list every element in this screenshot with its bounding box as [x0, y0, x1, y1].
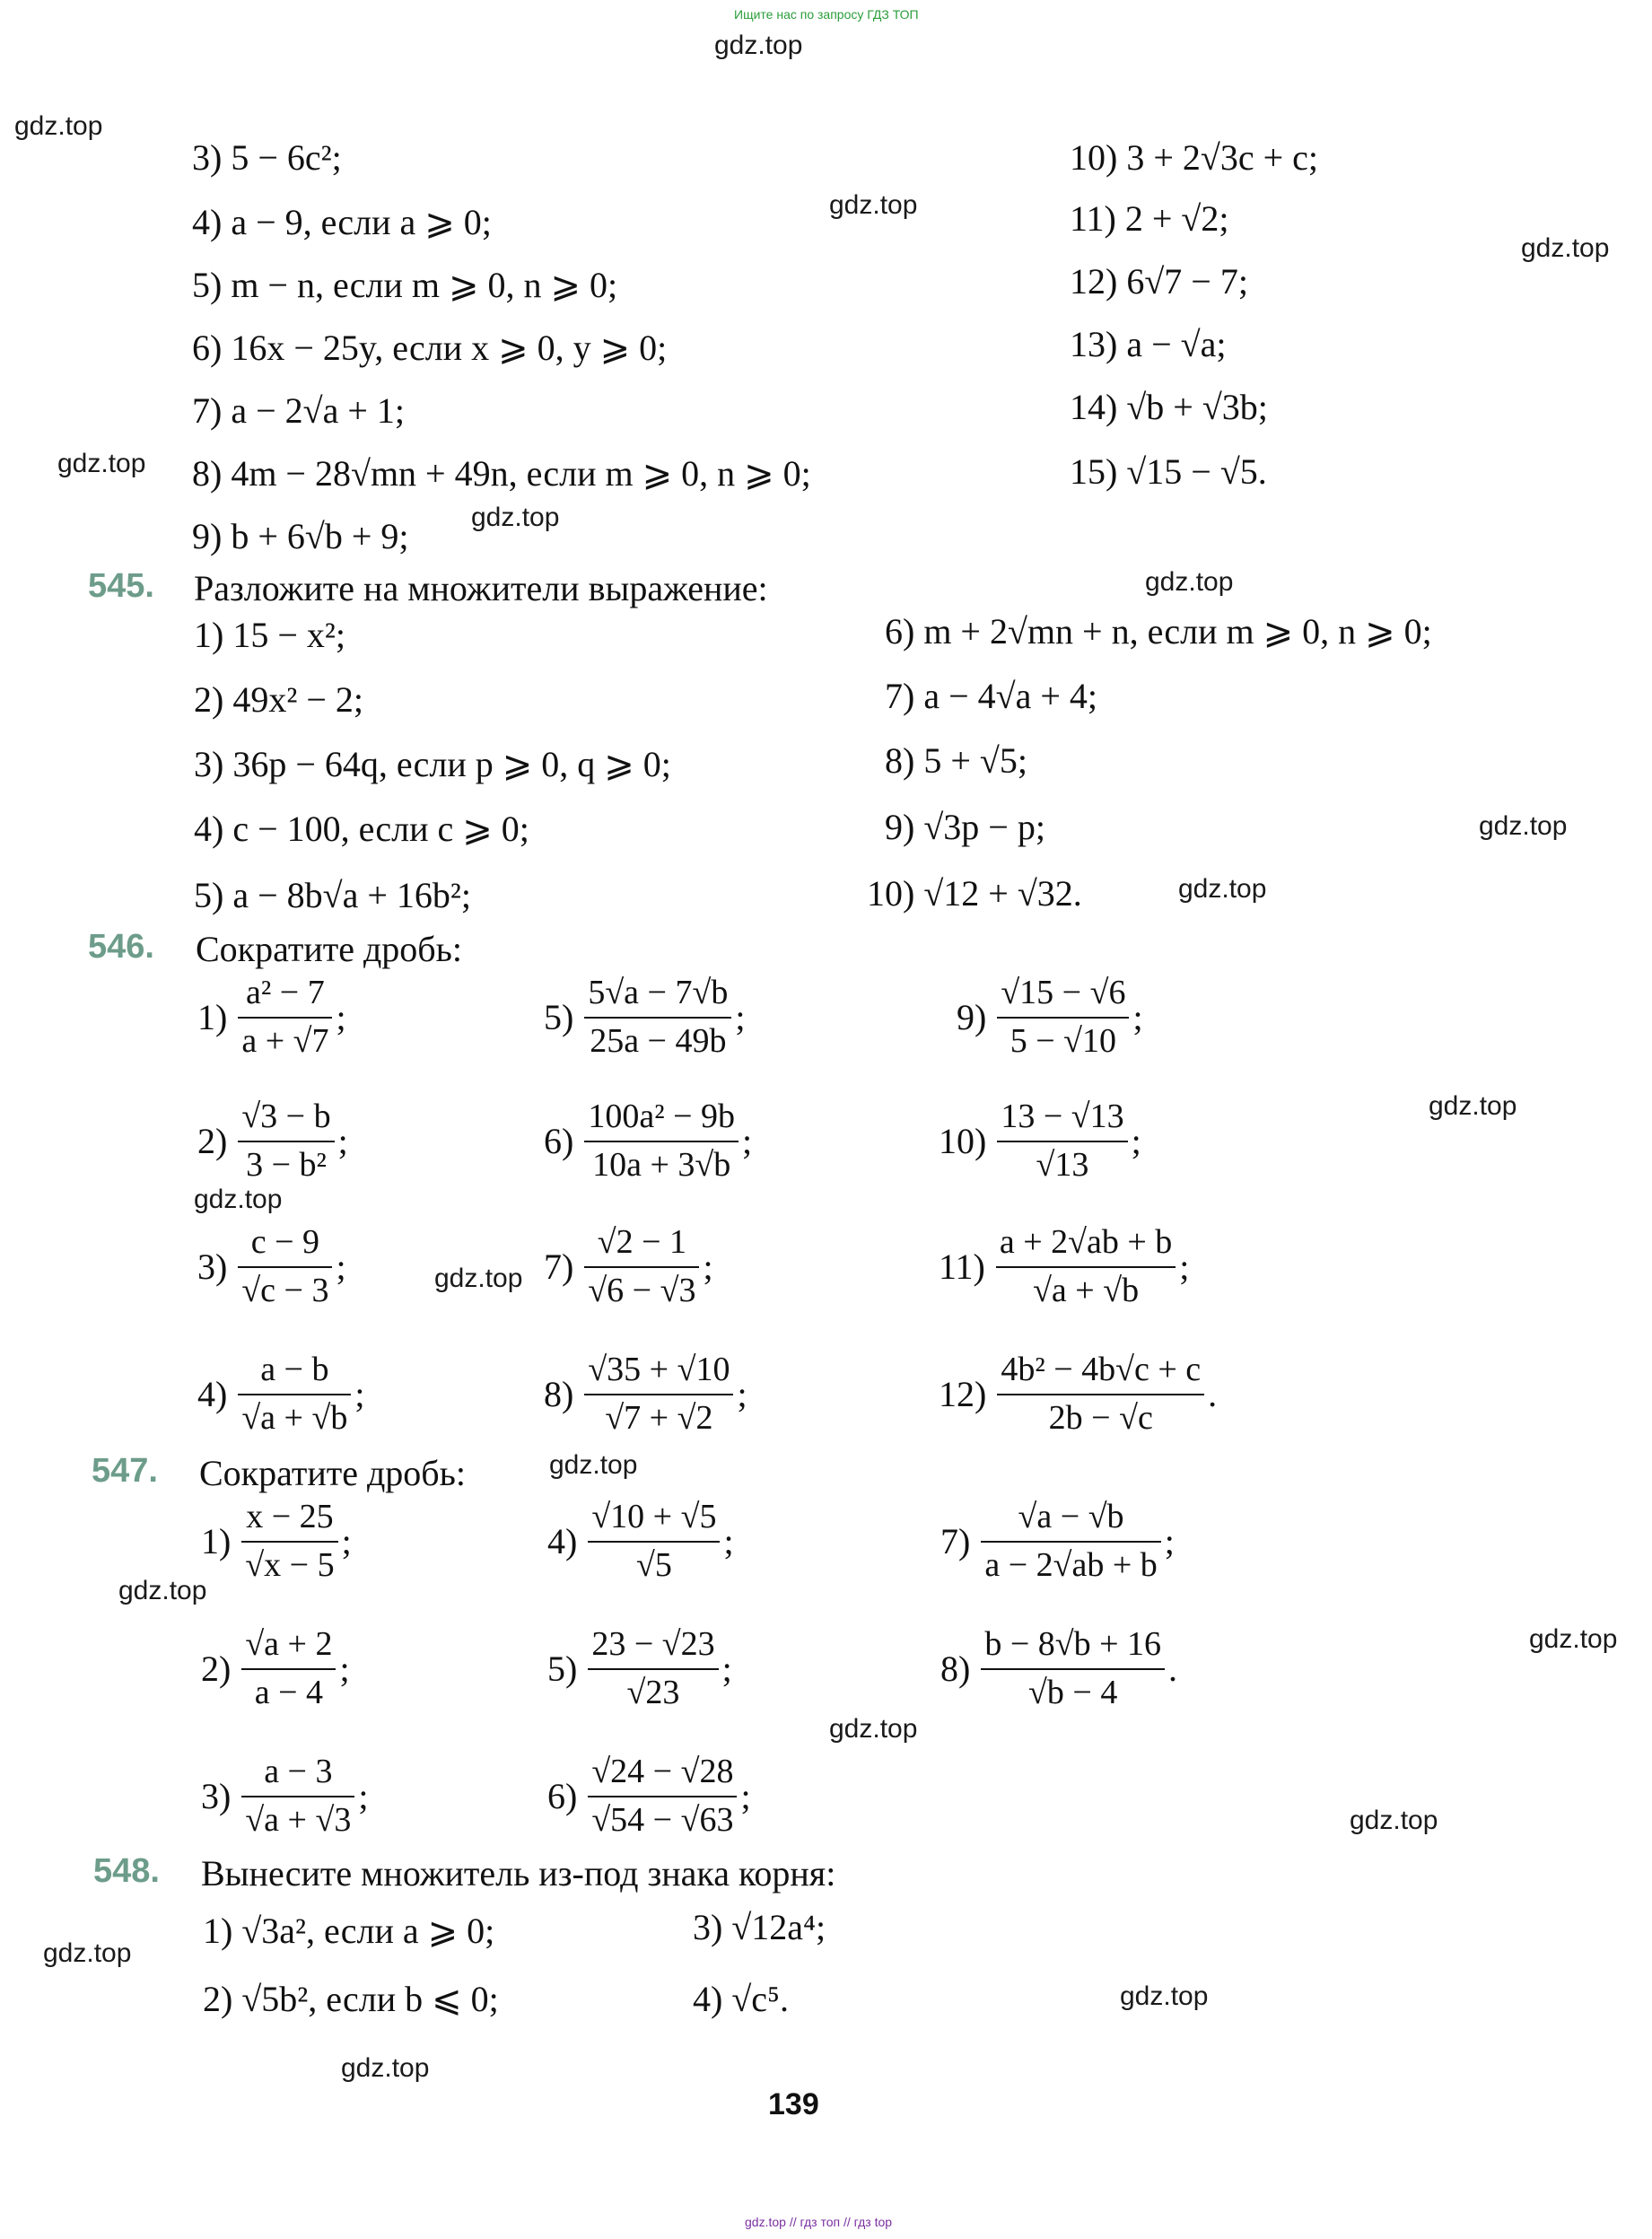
- numerator: 4b² − 4b√c + c: [997, 1350, 1204, 1395]
- punctuation: ;: [735, 997, 746, 1038]
- punctuation: ;: [737, 1374, 747, 1415]
- punctuation: ;: [336, 997, 346, 1038]
- punctuation: ;: [723, 1521, 734, 1562]
- denominator: √x − 5: [245, 1545, 335, 1584]
- fraction-item: [197, 1097, 348, 1185]
- exercise-number: 548.: [93, 1852, 160, 1890]
- fraction-item: [940, 1497, 1175, 1586]
- numerator: x − 25: [241, 1497, 337, 1543]
- fraction: [588, 1624, 718, 1713]
- numerator: a − b: [238, 1350, 351, 1395]
- expression-item: 5) m − n, если m ⩾ 0, n ⩾ 0;: [192, 265, 618, 305]
- denominator: √5: [635, 1545, 672, 1584]
- fraction-item: [547, 1624, 732, 1713]
- punctuation: ;: [358, 1776, 369, 1817]
- item-label: 7): [940, 1521, 971, 1562]
- punctuation: ;: [337, 1121, 348, 1162]
- footer-note: gdz.top // гдз топ // гдз top: [745, 2215, 893, 2229]
- watermark: gdz.top: [829, 190, 918, 220]
- numerator: √35 + √10: [584, 1350, 733, 1395]
- fraction-item: [940, 1624, 1177, 1713]
- numerator: √2 − 1: [584, 1222, 699, 1268]
- denominator: √54 − √63: [591, 1800, 734, 1839]
- fraction-item: [197, 1350, 364, 1439]
- watermark: gdz.top: [14, 111, 103, 141]
- item-label: 1): [201, 1521, 232, 1562]
- item-label: 8): [940, 1649, 971, 1690]
- fraction: [997, 1350, 1204, 1439]
- item-label: 6): [544, 1121, 574, 1162]
- punctuation: ;: [1131, 1121, 1141, 1162]
- fraction-item: [544, 1097, 752, 1185]
- item-label: 9): [957, 997, 987, 1038]
- expression-item: 3) 5 − 6c²;: [192, 137, 342, 178]
- punctuation: ;: [336, 1246, 346, 1288]
- watermark: gdz.top: [1429, 1091, 1517, 1121]
- fraction: [584, 1097, 739, 1185]
- exercise-title: Разложите на множители выражение:: [194, 568, 768, 608]
- item-label: 3): [201, 1776, 232, 1817]
- denominator: 10a + 3√b: [592, 1145, 731, 1184]
- expression-item: 8) 5 + √5;: [885, 740, 1027, 781]
- fraction: [997, 1097, 1127, 1185]
- watermark: gdz.top: [829, 1714, 918, 1744]
- fraction: [997, 973, 1129, 1062]
- item-label: 5): [544, 997, 574, 1038]
- page-number: 139: [768, 2087, 819, 2121]
- denominator: a − 4: [254, 1673, 324, 1711]
- denominator: 5 − √10: [1010, 1021, 1117, 1060]
- exercise-number: 547.: [92, 1452, 158, 1490]
- watermark: gdz.top: [1120, 1981, 1209, 2011]
- numerator: 13 − √13: [997, 1097, 1127, 1142]
- fraction: [238, 1222, 332, 1311]
- expression-item: 2) √5b², если b ⩽ 0;: [203, 1979, 499, 2019]
- numerator: √24 − √28: [588, 1752, 737, 1797]
- punctuation: .: [1208, 1374, 1218, 1415]
- expression-item: 5) a − 8b√a + 16b²;: [194, 875, 472, 915]
- fraction-item: [939, 1097, 1141, 1185]
- numerator: 23 − √23: [588, 1624, 718, 1670]
- expression-item: 3) 36p − 64q, если p ⩾ 0, q ⩾ 0;: [194, 744, 671, 784]
- watermark: gdz.top: [1178, 874, 1267, 904]
- exercise-title: Вынесите множитель из-под знака корня:: [201, 1853, 836, 1894]
- denominator: 2b − √c: [1048, 1398, 1153, 1437]
- item-label: 4): [197, 1374, 228, 1415]
- fraction-item: [197, 973, 346, 1062]
- fraction: [238, 973, 332, 1062]
- punctuation: ;: [1132, 997, 1143, 1038]
- denominator: √c − 3: [241, 1271, 329, 1309]
- expression-item: 2) 49x² − 2;: [194, 679, 363, 720]
- expression-item: 1) √3a², если a ⩾ 0;: [203, 1911, 495, 1951]
- expression-item: 1) 15 − x²;: [194, 615, 345, 655]
- fraction-item: [544, 973, 745, 1062]
- watermark: gdz.top: [341, 2053, 430, 2083]
- fraction-item: [201, 1752, 368, 1841]
- watermark: gdz.top: [1479, 811, 1568, 841]
- numerator: √3 − b: [238, 1097, 334, 1142]
- denominator: 25a − 49b: [590, 1021, 727, 1060]
- fraction-item: [544, 1350, 747, 1439]
- numerator: √15 − √6: [997, 973, 1129, 1019]
- expression-item: 4) c − 100, если c ⩾ 0;: [194, 809, 529, 849]
- expression-item: 12) 6√7 − 7;: [1070, 261, 1248, 302]
- fraction: [238, 1350, 351, 1439]
- punctuation: ;: [354, 1374, 365, 1415]
- watermark: gdz.top: [118, 1576, 207, 1605]
- expression-item: 9) b + 6√b + 9;: [192, 516, 409, 556]
- fraction: [588, 1752, 737, 1841]
- numerator: a² − 7: [238, 973, 332, 1019]
- punctuation: ;: [721, 1649, 732, 1690]
- denominator: √6 − √3: [588, 1271, 696, 1309]
- expression-item: 8) 4m − 28√mn + 49n, если m ⩾ 0, n ⩾ 0;: [192, 453, 811, 494]
- denominator: √a + √b: [241, 1398, 348, 1437]
- numerator: c − 9: [238, 1222, 332, 1268]
- punctuation: ;: [703, 1246, 713, 1288]
- item-label: 7): [544, 1246, 574, 1288]
- numerator: √10 + √5: [588, 1497, 720, 1543]
- item-label: 2): [201, 1649, 232, 1690]
- fraction: [588, 1497, 720, 1586]
- punctuation: ;: [339, 1649, 350, 1690]
- watermark: gdz.top: [1350, 1806, 1438, 1835]
- item-label: 2): [197, 1121, 228, 1162]
- fraction-item: [939, 1222, 1189, 1311]
- watermark: gdz.top: [57, 449, 146, 478]
- numerator: a − 3: [241, 1752, 354, 1797]
- expression-item: 9) √3p − p;: [885, 807, 1045, 847]
- item-label: 12): [939, 1374, 987, 1415]
- item-label: 6): [547, 1776, 578, 1817]
- watermark: gdz.top: [471, 503, 560, 532]
- numerator: 100a² − 9b: [584, 1097, 739, 1142]
- fraction: [584, 973, 731, 1062]
- denominator: √a + √3: [245, 1800, 352, 1839]
- fraction: [981, 1497, 1160, 1586]
- expression-item: 15) √15 − √5.: [1070, 451, 1267, 492]
- punctuation: ;: [1179, 1246, 1190, 1288]
- fraction: [241, 1624, 336, 1713]
- watermark: gdz.top: [43, 1938, 132, 1968]
- punctuation: ;: [1164, 1521, 1175, 1562]
- denominator: √23: [626, 1673, 680, 1711]
- exercise-title: Сократите дробь:: [199, 1453, 467, 1493]
- numerator: √a − √b: [981, 1497, 1160, 1543]
- expression-item: 14) √b + √3b;: [1070, 387, 1268, 427]
- numerator: b − 8√b + 16: [981, 1624, 1165, 1670]
- exercise-number: 546.: [88, 928, 154, 966]
- watermark: gdz.top: [434, 1264, 523, 1293]
- fraction-item: [957, 973, 1143, 1062]
- numerator: √a + 2: [241, 1624, 336, 1670]
- item-label: 3): [197, 1246, 228, 1288]
- fraction-item: [547, 1752, 751, 1841]
- fraction: [238, 1097, 334, 1185]
- expression-item: 6) 16x − 25y, если x ⩾ 0, y ⩾ 0;: [192, 328, 668, 368]
- denominator: √a + √b: [1033, 1271, 1140, 1309]
- item-label: 1): [197, 997, 228, 1038]
- watermark: gdz.top: [1529, 1624, 1618, 1654]
- exercise-title: Сократите дробь:: [196, 929, 463, 969]
- item-label: 10): [939, 1121, 987, 1162]
- fraction-item: [201, 1497, 352, 1586]
- item-label: 4): [547, 1521, 578, 1562]
- denominator: √13: [1036, 1145, 1089, 1184]
- punctuation: ;: [740, 1776, 751, 1817]
- watermark: gdz.top: [1521, 233, 1610, 263]
- punctuation: ;: [742, 1121, 753, 1162]
- expression-item: 7) a − 2√a + 1;: [192, 390, 406, 431]
- watermark: gdz.top: [549, 1450, 638, 1480]
- watermark: gdz.top: [194, 1185, 283, 1214]
- expression-item: 13) a − √a;: [1070, 324, 1227, 364]
- expression-item: 10) √12 + √32.: [867, 873, 1082, 914]
- punctuation: ;: [341, 1521, 352, 1562]
- fraction: [584, 1350, 733, 1439]
- fraction-item: [197, 1222, 346, 1311]
- denominator: 3 − b²: [246, 1145, 327, 1184]
- expression-item: 4) a − 9, если a ⩾ 0;: [192, 202, 492, 242]
- fraction: [981, 1624, 1165, 1713]
- fraction: [996, 1222, 1176, 1311]
- denominator: a + √7: [241, 1021, 329, 1060]
- expression-item: 3) √12a⁴;: [693, 1907, 826, 1947]
- fraction: [241, 1497, 337, 1586]
- fraction-item: [547, 1497, 734, 1586]
- denominator: √b − 4: [1028, 1673, 1118, 1711]
- expression-item: 11) 2 + √2;: [1070, 198, 1229, 239]
- expression-item: 10) 3 + 2√3c + c;: [1070, 137, 1319, 178]
- header-note: Ищите нас по запросу ГДЗ ТОП: [734, 7, 919, 22]
- watermark: gdz.top: [714, 31, 803, 60]
- exercise-number: 545.: [88, 567, 154, 605]
- expression-item: 7) a − 4√a + 4;: [885, 676, 1098, 716]
- item-label: 8): [544, 1374, 574, 1415]
- fraction: [241, 1752, 354, 1841]
- watermark: gdz.top: [1145, 567, 1234, 597]
- numerator: a + 2√ab + b: [996, 1222, 1176, 1268]
- expression-item: 4) √c⁵.: [693, 1979, 789, 2019]
- fraction-item: [201, 1624, 350, 1713]
- fraction: [584, 1222, 699, 1311]
- expression-item: 6) m + 2√mn + n, если m ⩾ 0, n ⩾ 0;: [885, 611, 1432, 652]
- punctuation: .: [1168, 1649, 1178, 1690]
- item-label: 11): [939, 1246, 985, 1288]
- fraction-item: [544, 1222, 713, 1311]
- denominator: √7 + √2: [605, 1398, 713, 1437]
- fraction-item: [939, 1350, 1217, 1439]
- numerator: 5√a − 7√b: [584, 973, 731, 1019]
- denominator: a − 2√ab + b: [984, 1545, 1158, 1584]
- item-label: 5): [547, 1649, 578, 1690]
